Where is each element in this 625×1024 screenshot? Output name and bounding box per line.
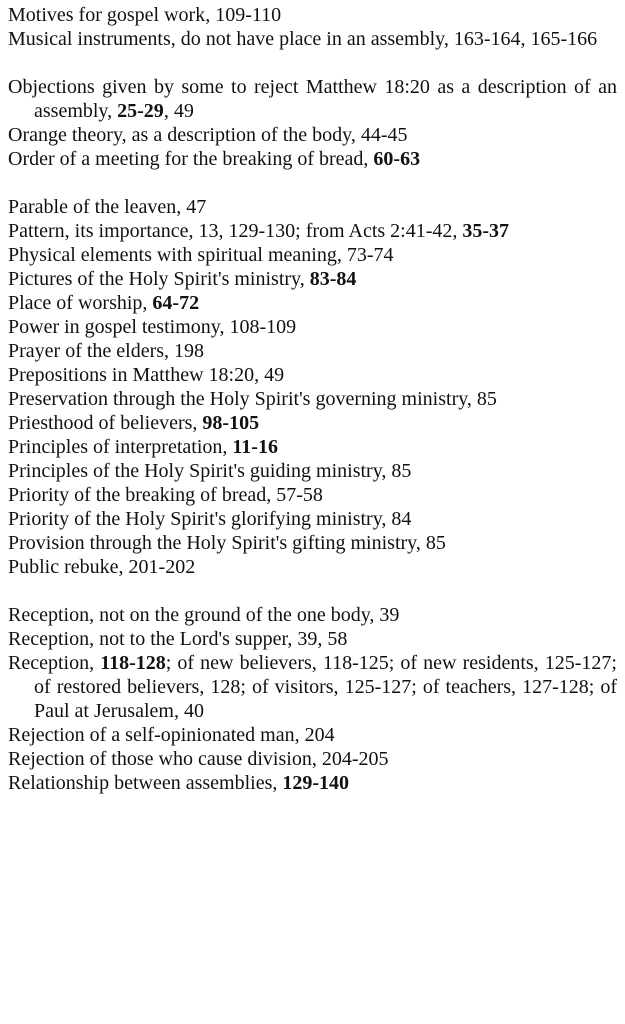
index-entry — [8, 387, 617, 411]
page-range-bold: 118-128 — [100, 652, 166, 674]
index-entry — [8, 459, 617, 483]
entry-text: Principles of the Holy Spirit's guiding ministry, 85 — [8, 460, 412, 482]
entry-text: Priesthood of believers, — [8, 412, 203, 434]
entry-text: Rejection of those who cause division, 204-205 — [8, 748, 389, 770]
index-entry — [8, 123, 617, 147]
entry-text: , 49 — [163, 100, 194, 122]
page-range-bold: 83-84 — [309, 268, 357, 290]
index-entry — [8, 243, 617, 267]
entry-text: Principles of interpretation, — [8, 436, 233, 458]
entry-text: Physical elements with spiritual meaning, 73-74 — [8, 244, 394, 266]
page-range-bold: 129-140 — [282, 772, 350, 794]
index-entry — [8, 27, 617, 51]
page-range-bold: 98-105 — [202, 412, 260, 434]
index-entry — [8, 291, 617, 315]
index-entry — [8, 651, 617, 723]
index-entry — [8, 363, 617, 387]
index-entry — [8, 531, 617, 555]
index-entry — [8, 771, 617, 795]
entry-text: Pictures of the Holy Spirit's ministry, — [8, 268, 310, 290]
entry-text: Objections given by some to reject Matthew 18:20 as a description of an assembly, — [8, 76, 617, 122]
index-entry — [8, 555, 617, 579]
entry-text: Reception, — [8, 652, 101, 674]
page-range-bold: 60-63 — [373, 148, 421, 170]
entry-text: Place of worship, — [8, 292, 153, 314]
entry-text: Provision through the Holy Spirit's gifting ministry, 85 — [8, 532, 446, 554]
section-gap — [8, 171, 617, 195]
entry-text: Public rebuke, 201-202 — [8, 556, 196, 578]
index-entry — [8, 723, 617, 747]
section-gap — [8, 579, 617, 603]
entry-text: Musical instruments, do not have place in an assembly, 163-164, 165-166 — [8, 28, 598, 50]
entry-text: Relationship between assemblies, — [8, 772, 283, 794]
page-range-bold: 35-37 — [462, 220, 510, 242]
index-entry — [8, 507, 617, 531]
entry-text: Priority of the breaking of bread, 57-58 — [8, 484, 323, 506]
entry-text: Motives for gospel work, 109-110 — [8, 4, 282, 26]
entry-text: Priority of the Holy Spirit's glorifying ministry, 84 — [8, 508, 412, 530]
entry-text: Prepositions in Matthew 18:20, 49 — [8, 364, 285, 386]
entry-text: ; of new believers, 118-125; of new residents, 125-127; of restored believers, 128; of visitors, 125-127; of teachers, 127-128; of Paul at Jerusalem, 40 — [34, 652, 617, 722]
page-range-bold: 64-72 — [152, 292, 200, 314]
entry-text: Order of a meeting for the breaking of bread, — [8, 148, 374, 170]
entry-text: Power in gospel testimony, 108-109 — [8, 316, 297, 338]
index-entry — [8, 219, 617, 243]
entry-text: Parable of the leaven, 47 — [8, 196, 207, 218]
index-entry — [8, 435, 617, 459]
entry-text: Reception, not on the ground of the one body, 39 — [8, 604, 400, 626]
index-entry — [8, 195, 617, 219]
entry-text: Prayer of the elders, 198 — [8, 340, 205, 362]
index-entry — [8, 147, 617, 171]
index-entry — [8, 627, 617, 651]
index-entry — [8, 411, 617, 435]
index-entry — [8, 267, 617, 291]
index-entry — [8, 315, 617, 339]
index-entry — [8, 75, 617, 123]
page-range-bold: 11-16 — [232, 436, 278, 458]
index-entry — [8, 483, 617, 507]
index-entry — [8, 339, 617, 363]
section-gap — [8, 51, 617, 75]
index-entry — [8, 747, 617, 771]
entry-text: Pattern, its importance, 13, 129-130; from Acts 2:41-42, — [8, 220, 463, 242]
entry-text: Rejection of a self-opinionated man, 204 — [8, 724, 335, 746]
entry-text: Preservation through the Holy Spirit's governing ministry, 85 — [8, 388, 497, 410]
entry-text: Reception, not to the Lord's supper, 39, 58 — [8, 628, 348, 650]
entry-text: Orange theory, as a description of the body, 44-45 — [8, 124, 408, 146]
index-entry — [8, 3, 617, 27]
index-entry — [8, 603, 617, 627]
page-range-bold: 25-29 — [117, 100, 164, 122]
